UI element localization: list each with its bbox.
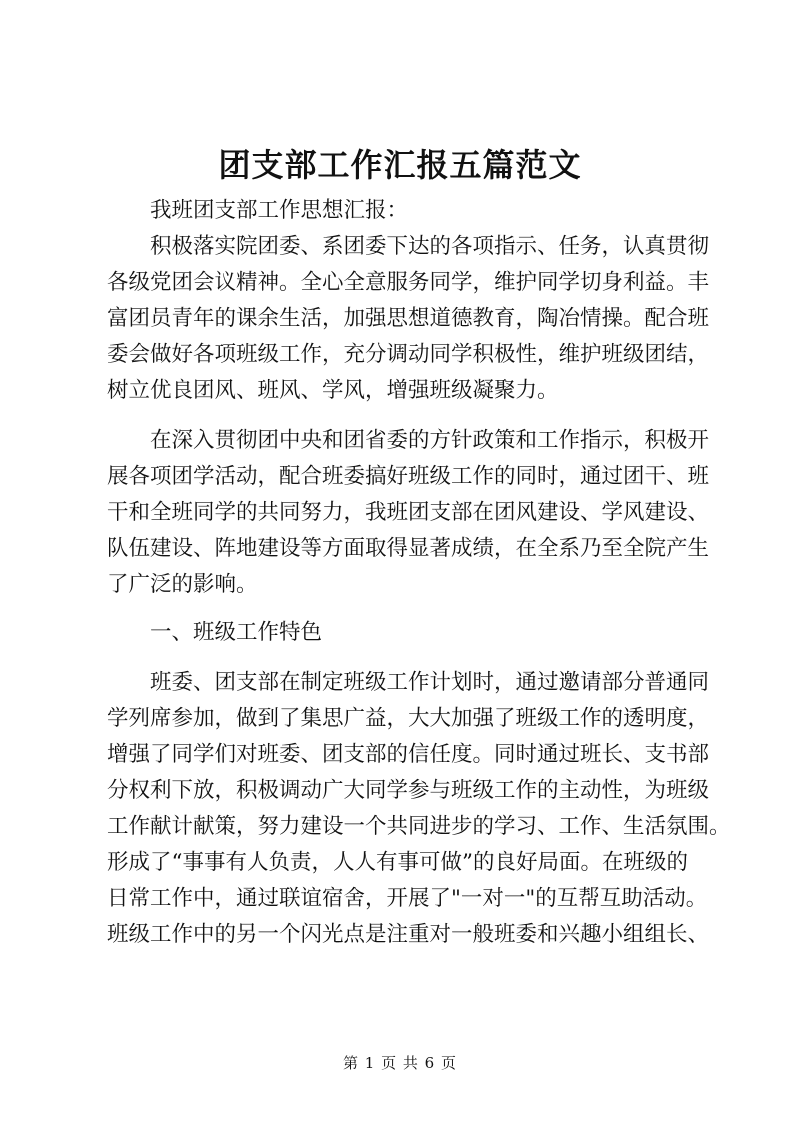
paragraph-line: 展各项团学活动，配合班委搞好班级工作的同时，通过团干、班 bbox=[107, 464, 710, 489]
paragraph-line: 工作献计献策，努力建设一个共同进步的学习、工作、生活氛围。 bbox=[107, 814, 731, 839]
paragraph-line: 班级工作中的另一个闪光点是注重对一般班委和兴趣小组组长、 bbox=[107, 922, 710, 947]
paragraph-line: 学列席参加，做到了集思广益，大大加强了班级工作的透明度， bbox=[107, 706, 710, 731]
paragraph-line: 增强了同学们对班委、团支部的信任度。同时通过班长、支书部 bbox=[107, 742, 710, 767]
paragraph-line: 干和全班同学的共同努力，我班团支部在团风建设、学风建设、 bbox=[107, 500, 710, 525]
paragraph-line: 队伍建设、阵地建设等方面取得显著成绩，在全系乃至全院产生 bbox=[107, 536, 710, 561]
paragraph-line: 班委、团支部在制定班级工作计划时，通过邀请部分普通同 bbox=[150, 670, 710, 695]
section-heading: 一、班级工作特色 bbox=[150, 620, 323, 645]
paragraph-line: 富团员青年的课余生活，加强思想道德教育，陶冶情操。配合班 bbox=[107, 306, 710, 331]
paragraph-line: 分权利下放，积极调动广大同学参与班级工作的主动性，为班级 bbox=[107, 778, 710, 803]
paragraph-line: 委会做好各项班级工作，充分调动同学积极性，维护班级团结， bbox=[107, 342, 710, 367]
paragraph-line: 在深入贯彻团中央和团省委的方针政策和工作指示，积极开 bbox=[150, 428, 710, 453]
paragraph-line: 积极落实院团委、系团委下达的各项指示、任务，认真贯彻 bbox=[150, 234, 710, 259]
paragraph-line: 我班团支部工作思想汇报： bbox=[150, 198, 409, 223]
paragraph-line: 各级党团会议精神。全心全意服务同学，维护同学切身利益。丰 bbox=[107, 270, 710, 295]
paragraph-line: 树立优良团风、班风、学风，增强班级凝聚力。 bbox=[107, 378, 559, 403]
paragraph-line: 了广泛的影响。 bbox=[107, 572, 258, 597]
page-number: 第 1 页 共 6 页 bbox=[343, 1054, 457, 1072]
paragraph-line: 形成了“事事有人负责，人人有事可做”的良好局面。在班级的 bbox=[107, 850, 688, 875]
paragraph-line: 日常工作中，通过联谊宿舍，开展了"一对一"的互帮互助活动。 bbox=[107, 886, 708, 911]
document-title: 团支部工作汇报五篇范文 bbox=[218, 146, 582, 184]
